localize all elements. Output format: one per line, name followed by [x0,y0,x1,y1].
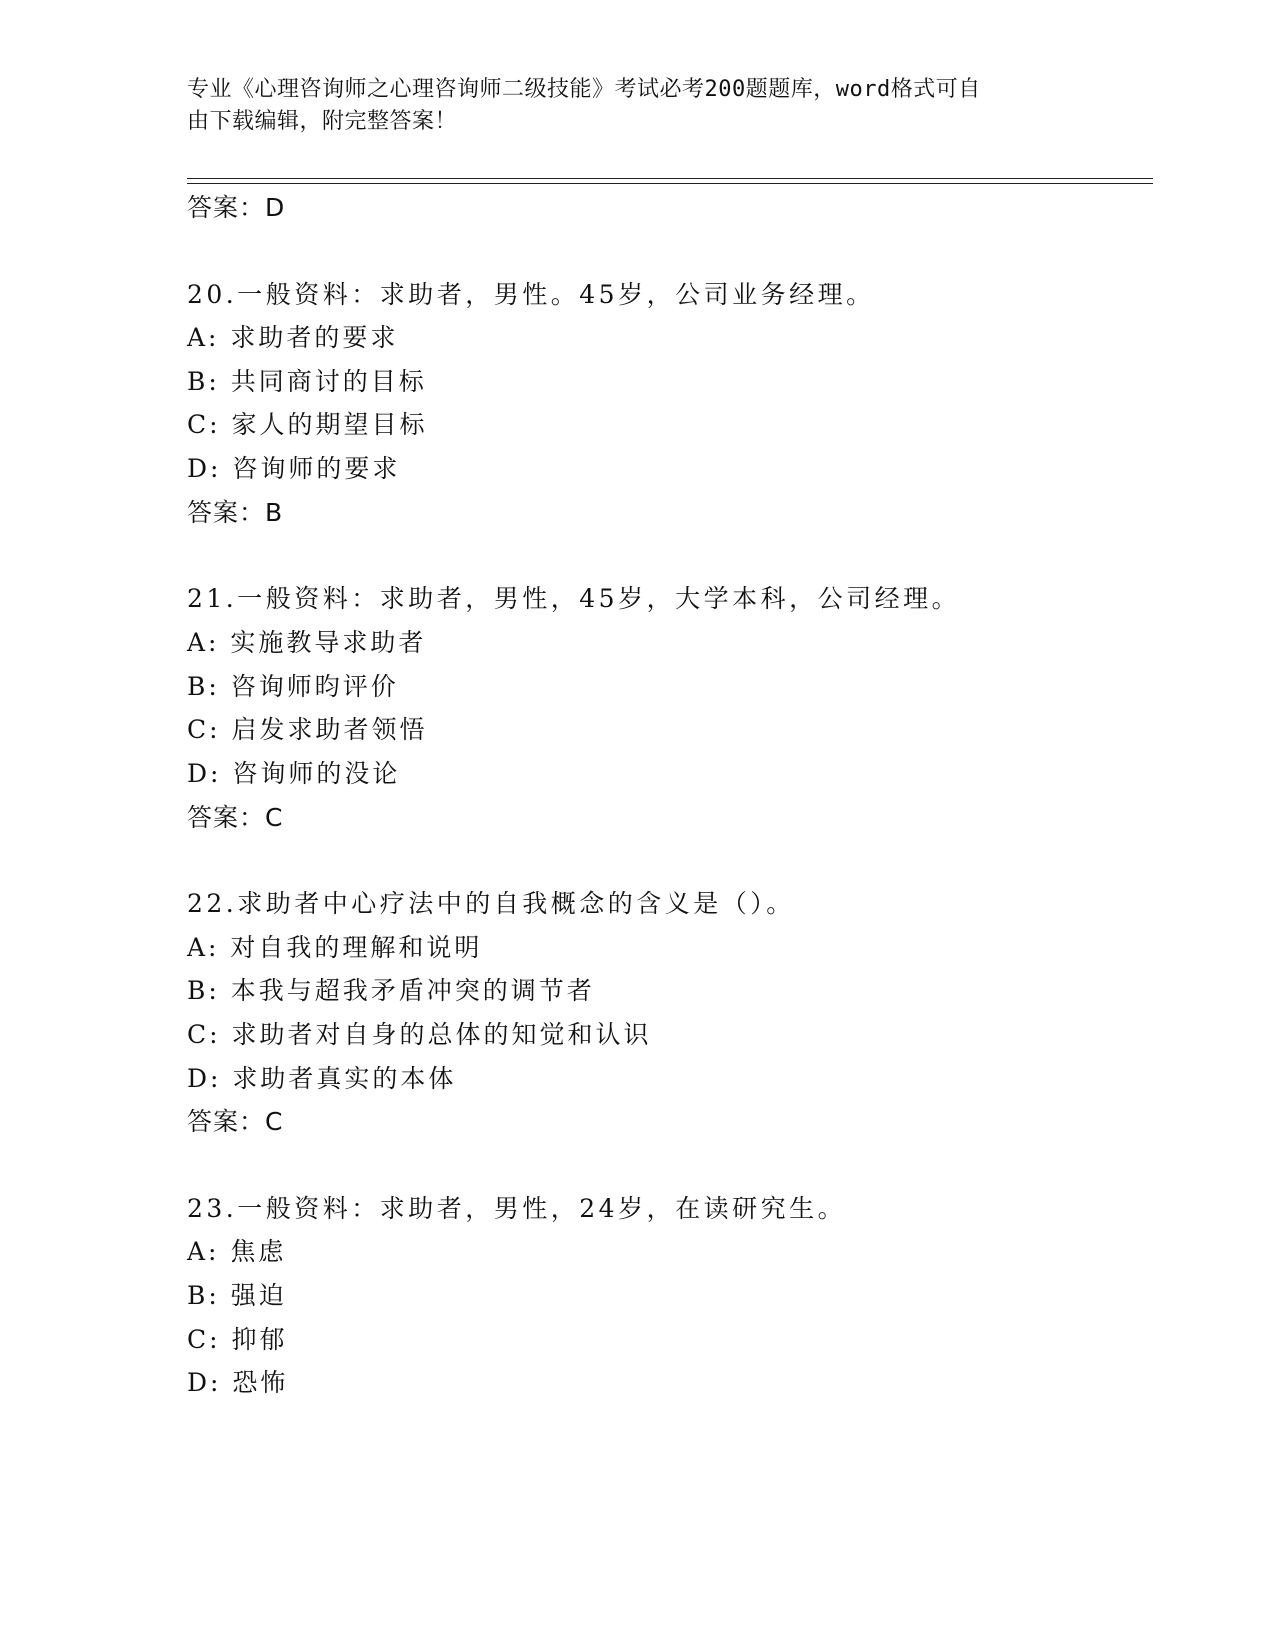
option-d: D: 咨询师的没论 [187,759,401,788]
question-stem: 20.一般资料：求助者，男性。45岁，公司业务经理。 [187,280,875,309]
option-c: C: 抑郁 [187,1325,288,1354]
question-stem: 22.求助者中心疗法中的自我概念的含义是（）。 [187,889,795,918]
answer-line: 答案：D [187,193,286,222]
answer-line: 答案：C [187,803,284,832]
header-line-1: 专业《心理咨询师之心理咨询师二级技能》考试必考200题题库，word格式可自 [187,77,981,102]
header-line-2: 由下载编辑，附完整答案！ [187,109,458,134]
option-c: C: 求助者对自身的总体的知觉和认识 [187,1020,652,1049]
question-stem: 23.一般资料：求助者，男性，24岁，在读研究生。 [187,1194,847,1223]
option-c: C: 启发求助者领悟 [187,715,428,744]
option-a: A: 求助者的要求 [187,323,399,352]
option-a: A: 焦虑 [187,1237,287,1266]
option-b: B: 本我与超我矛盾冲突的调节者 [187,976,595,1005]
question-stem: 21.一般资料：求助者，男性，45岁，大学本科，公司经理。 [187,584,961,613]
option-d: D: 求助者真实的本体 [187,1064,457,1093]
page-header [187,74,1067,138]
option-d: D: 恐怖 [187,1368,289,1397]
header-divider-bottom [187,183,1153,184]
answer-line: 答案：C [187,1107,284,1136]
option-b: B: 强迫 [187,1281,287,1310]
answer-line: 答案：B [187,498,284,527]
option-b: B: 共同商讨的目标 [187,367,427,396]
option-a: A: 实施教导求助者 [187,628,427,657]
option-a: A: 对自我的理解和说明 [187,933,483,962]
option-d: D: 咨询师的要求 [187,454,401,483]
option-b: B: 咨询师昀评价 [187,672,399,701]
option-c: C: 家人的期望目标 [187,410,428,439]
header-divider-top [187,178,1153,179]
